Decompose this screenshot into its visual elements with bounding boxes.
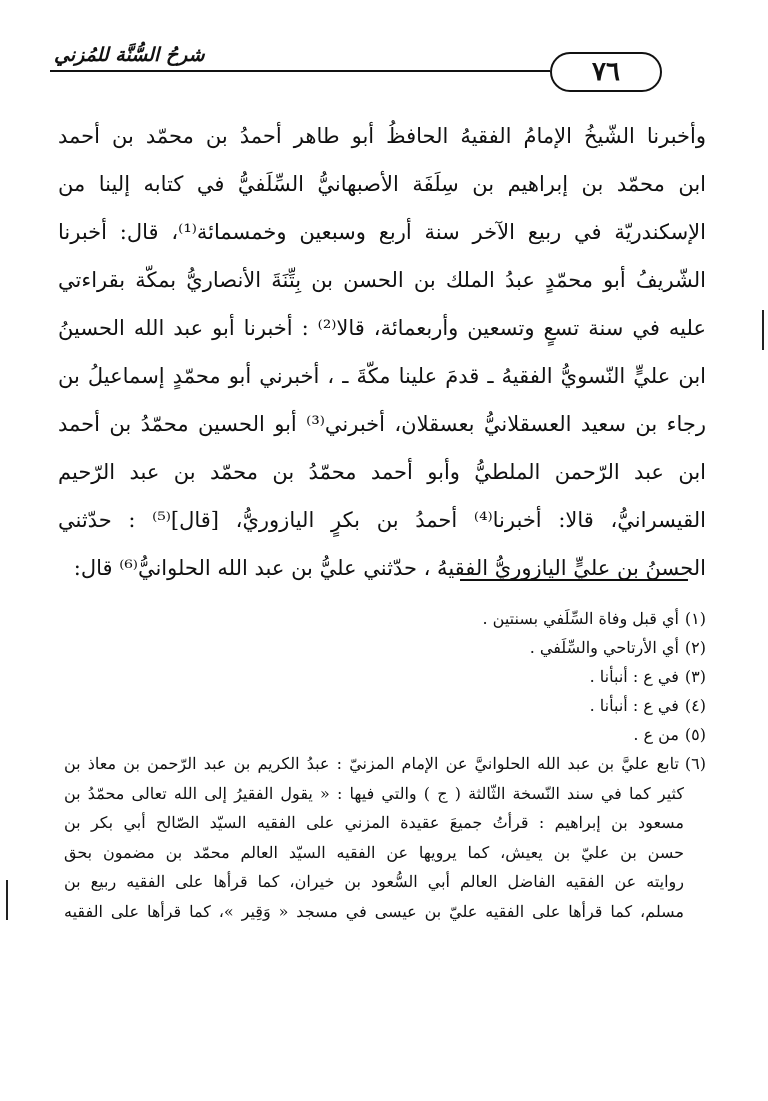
footnote: [64, 749, 706, 779]
footnote-text: من ع .: [633, 725, 679, 744]
footnote-number: (٤): [684, 696, 706, 715]
page-header: [50, 38, 710, 98]
text-line: الإسكندريّة في ربيع الآخر سنة أربع وسبعين وخمسمائة⁽¹⁾، قال: أخبرنا: [58, 220, 706, 244]
footnote-number: (١): [684, 609, 706, 628]
footnote: [64, 662, 706, 691]
text-line: وأخبرنا الشّيخُ الإمامُ الفقيهُ الحافظُ أبو طاهر أحمدُ بن محمّد بن أحمد: [58, 124, 706, 148]
footnote-text: في ع : أنبأنا .: [589, 667, 679, 686]
footnote-continuation: حسن بن عليّ بن يعيش، كما يرويها عن الفقيه السيّد العالم محمّد بن مضمون بحق: [64, 842, 684, 862]
text-line: عليه في سنة تسعٍ وتسعين وأربعمائة، قالا⁽²⁾ : أخبرنا أبو عبد الله الحسينُ: [58, 316, 706, 340]
text-line: ابن عبد الرّحمن الملطيُّ وأبو أحمد محمّدُ بن محمّد بن عبد الرّحيم: [58, 460, 706, 484]
scan-edge-mark: [762, 310, 764, 350]
footnote: [64, 604, 706, 633]
footnote-continuation: كثير كما في سند النّسخة الثّالثة ( ج ) والتي فيها : « يقول الفقيرُ إلى الله تعالى محمّدُ بن: [64, 783, 684, 803]
main-text: [58, 112, 706, 592]
footnote-text: أي قبل وفاة السِّلَفي بسنتين .: [482, 609, 679, 628]
scan-edge-mark: [6, 880, 8, 920]
footnote: [64, 633, 706, 662]
footnote-number: (٥): [684, 725, 706, 744]
footnote: [64, 691, 706, 720]
text-line: ابن عليٍّ النّسويُّ الفقيهُ ـ قدمَ علينا مكّةَ ـ ، أخبرني أبو محمّدٍ إسماعيلُ بن: [58, 364, 706, 388]
page-number: ٧٦: [550, 52, 662, 92]
footnote-text: تابع عليَّ بن عبد الله الحلوانيَّ عن الإمام المزنيّ : عبدُ الكريم بن عبد الرّحمن بن معاذ بن: [64, 754, 679, 773]
footnote-continuation: مسلم، كما قرأها على الفقيه عليّ بن عيسى في مسجد « وَقِير »، كما قرأها على الفقيه: [64, 901, 684, 921]
footnote-text: أي الأرتاحي والسِّلَفي .: [529, 638, 679, 657]
footnotes: [64, 604, 706, 926]
text-line: الحسنُ بن عليٍّ اليازوريُّ الفقيهُ ، حدّثني عليُّ بن عبد الله الحلوانيُّ⁽⁶⁾ قال:: [73, 556, 706, 580]
footnote-separator: [460, 579, 688, 581]
text-line: القيسرانيُّ، قالا: أخبرنا⁽⁴⁾ أحمدُ بن بكرٍ اليازوريُّ، [قال]⁽⁵⁾ : حدّثني: [58, 508, 706, 532]
footnote-continuation: روايته عن الفقيه الفاضل العالم أبي السُّعود بن خيران، كما قرأها على الفقيه ربيع بن: [64, 872, 684, 891]
footnote-number: (٢): [684, 638, 706, 657]
footnote-number: (٦): [684, 754, 706, 773]
text-line: الشّريفُ أبو محمّدٍ عبدُ الملك بن الحسن بن بِتِّنَةَ الأنصاريُّ بمكّة بقراءتي: [58, 268, 706, 292]
footnote-continuation: مسعود بن إبراهيم : قرأتُ جميعَ عقيدة المزني على الفقيه السيّد الصّالح أبي بكر بن: [64, 813, 685, 832]
footnote: [64, 720, 706, 749]
footnote-number: (٣): [684, 667, 706, 686]
footnote-text: في ع : أنبأنا .: [589, 696, 679, 715]
text-line: رجاء بن سعيد العسقلانيُّ بعسقلان، أخبرني⁽³⁾ أبو الحسين محمّدُ بن أحمد: [58, 412, 706, 436]
running-title: شرحُ السُّنَّة للمُزني: [54, 44, 205, 66]
header-rule: [50, 70, 550, 72]
text-line: ابن محمّد بن إبراهيم بن سِلَفَة الأصبهانيُّ السِّلَفيُّ في كتابه إلينا من: [58, 172, 706, 196]
